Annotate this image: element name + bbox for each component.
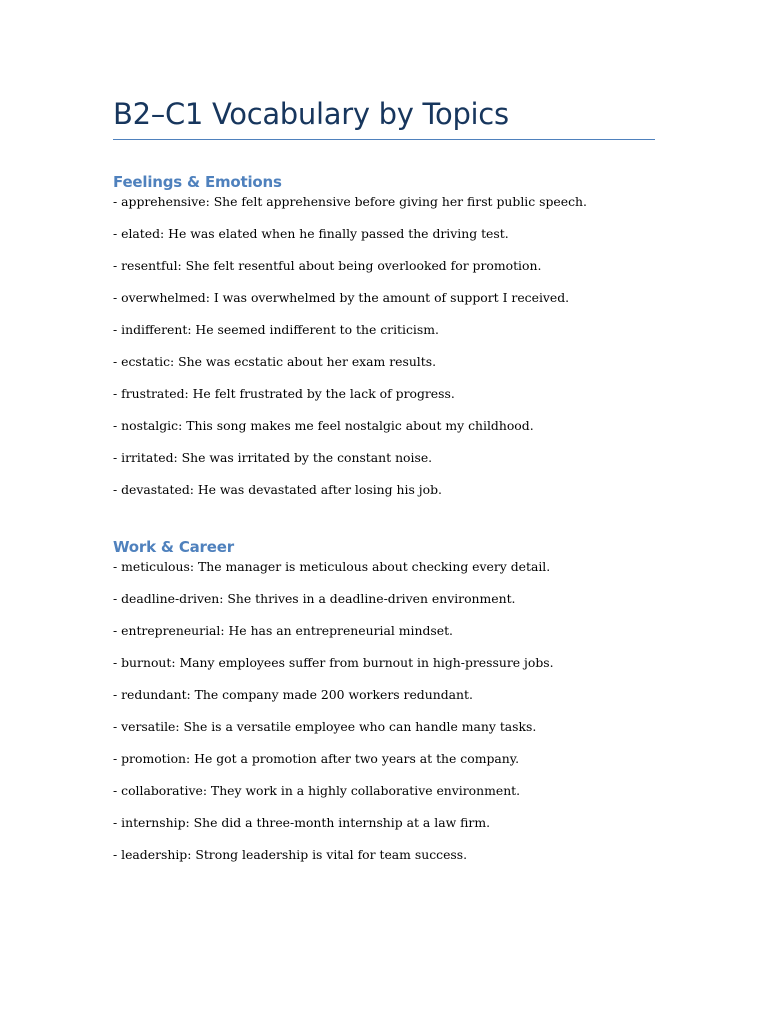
vocabulary-entry: - nostalgic: This song makes me feel nostalgic about my childhood. bbox=[113, 418, 534, 433]
vocabulary-entry: - deadline-driven: She thrives in a deadline-driven environment. bbox=[113, 591, 516, 606]
vocabulary-entry: - redundant: The company made 200 workers redundant. bbox=[113, 687, 473, 702]
vocabulary-entry: - versatile: She is a versatile employee who can handle many tasks. bbox=[113, 719, 537, 734]
vocabulary-entry: - irritated: She was irritated by the constant noise. bbox=[113, 450, 433, 465]
vocabulary-entry: - internship: She did a three-month internship at a law firm. bbox=[113, 815, 491, 830]
vocabulary-entry: - devastated: He was devastated after losing his job. bbox=[113, 482, 442, 497]
document-title: B2–C1 Vocabulary by Topics bbox=[113, 97, 509, 131]
vocabulary-entry: - leadership: Strong leadership is vital for team success. bbox=[113, 847, 468, 862]
title-underline-divider bbox=[113, 139, 655, 140]
vocabulary-entry: - meticulous: The manager is meticulous about checking every detail. bbox=[113, 559, 551, 574]
vocabulary-entry: - apprehensive: She felt apprehensive before giving her first public speech. bbox=[113, 194, 587, 209]
vocabulary-entry: - burnout: Many employees suffer from burnout in high-pressure jobs. bbox=[113, 655, 554, 670]
vocabulary-entry: - frustrated: He felt frustrated by the lack of progress. bbox=[113, 386, 455, 401]
vocabulary-entry: - promotion: He got a promotion after two years at the company. bbox=[113, 751, 520, 766]
vocabulary-entry: - indifferent: He seemed indifferent to the criticism. bbox=[113, 322, 439, 337]
vocabulary-entry: - ecstatic: She was ecstatic about her exam results. bbox=[113, 354, 437, 369]
section-work-career bbox=[113, 535, 655, 879]
vocabulary-entry: - overwhelmed: I was overwhelmed by the amount of support I received. bbox=[113, 290, 570, 305]
vocabulary-entry: - collaborative: They work in a highly collaborative environment. bbox=[113, 783, 521, 798]
section-heading: Work & Career bbox=[113, 538, 234, 556]
vocabulary-list bbox=[113, 194, 655, 514]
section-feelings-emotions bbox=[113, 170, 655, 514]
section-heading: Feelings & Emotions bbox=[113, 173, 282, 191]
vocabulary-entry: - entrepreneurial: He has an entrepreneurial mindset. bbox=[113, 623, 453, 638]
vocabulary-list bbox=[113, 559, 655, 879]
vocabulary-entry: - elated: He was elated when he finally passed the driving test. bbox=[113, 226, 509, 241]
vocabulary-entry: - resentful: She felt resentful about being overlooked for promotion. bbox=[113, 258, 542, 273]
